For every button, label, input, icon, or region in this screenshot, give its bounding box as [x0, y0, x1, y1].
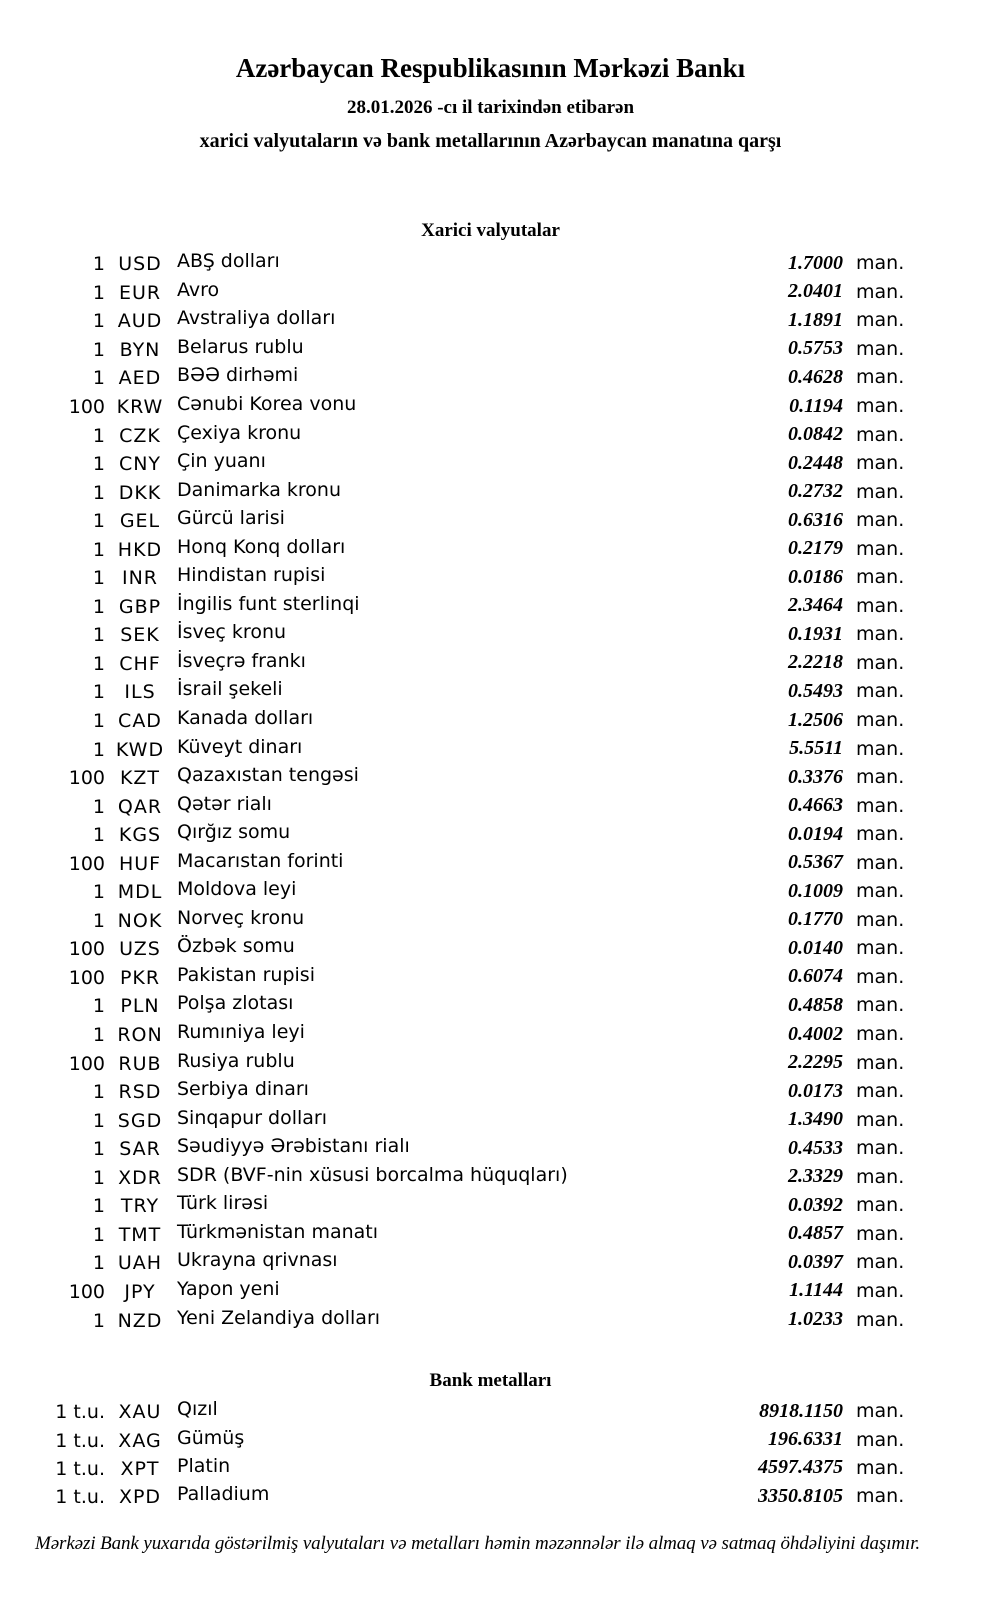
- currency-name: Özbək somu: [177, 935, 295, 958]
- rate-row: [0, 678, 912, 707]
- rate-value: 0.1931: [788, 622, 843, 645]
- rate-row: [0, 279, 912, 308]
- rate-value: 0.0194: [788, 822, 843, 845]
- rate-row: [0, 992, 912, 1021]
- currency-code: PLN: [120, 995, 160, 1018]
- quantity: 1: [92, 595, 105, 618]
- unit-label: man.: [856, 1279, 905, 1302]
- quantity: 100: [68, 852, 105, 875]
- currency-name: Türk lirəsi: [177, 1192, 269, 1215]
- currency-name: İngilis funt sterlinqi: [177, 592, 360, 615]
- currency-name: Danimarka kronu: [177, 478, 342, 501]
- quantity: 1: [92, 338, 105, 361]
- quantity: 1: [92, 652, 105, 675]
- rate-value: 2.0401: [788, 280, 843, 303]
- currency-code: PKR: [119, 966, 161, 989]
- currency-name: Avstraliya dolları: [177, 307, 336, 330]
- currency-code: RUB: [118, 1052, 162, 1075]
- metals-section-title: Bank metalları: [429, 1370, 552, 1391]
- currency-code: SGD: [117, 1109, 163, 1132]
- rate-row: [0, 364, 912, 393]
- quantity: 1: [92, 738, 105, 761]
- bank-title: Azərbaycan Respublikasının Mərkəzi Bankı: [235, 53, 746, 83]
- quantity: 1: [92, 995, 105, 1018]
- rate-row: [0, 1135, 912, 1164]
- rate-row: [0, 1278, 912, 1307]
- currency-code: CZK: [119, 424, 161, 447]
- unit-label: man.: [856, 1023, 905, 1046]
- unit-label: man.: [856, 1251, 905, 1274]
- unit-label: man.: [856, 1222, 905, 1245]
- currency-code: INR: [121, 567, 159, 590]
- quantity: 1: [92, 795, 105, 818]
- quantity: 1: [92, 1166, 105, 1189]
- rate-row: [0, 1221, 912, 1250]
- rate-row: [0, 336, 912, 365]
- currency-code: TMT: [118, 1223, 162, 1246]
- quantity: 1: [92, 367, 105, 390]
- currency-name: Çexiya kronu: [177, 421, 302, 444]
- rate-value: 0.0140: [788, 936, 843, 959]
- rate-value: 0.1770: [788, 908, 843, 931]
- unit-label: man.: [856, 452, 905, 475]
- currency-code: QAR: [117, 795, 163, 818]
- rate-value: 2.2218: [788, 651, 843, 674]
- rate-row: [0, 878, 912, 907]
- quantity: 1: [92, 1081, 105, 1104]
- unit-label: man.: [856, 337, 905, 360]
- currency-code: XPD: [118, 1486, 162, 1509]
- quantity: 100: [68, 1280, 105, 1303]
- currency-code: BYN: [119, 338, 161, 361]
- rate-row: [0, 707, 912, 736]
- rate-row: [0, 507, 912, 536]
- currency-code: GEL: [119, 510, 161, 533]
- rate-value: 2.3464: [788, 594, 843, 617]
- unit-label: man.: [856, 252, 905, 275]
- rate-row: [0, 1164, 912, 1193]
- currency-code: CAD: [118, 710, 162, 733]
- unit-label: man.: [856, 965, 905, 988]
- rate-value: 1.1891: [788, 308, 843, 331]
- rate-row: [0, 1249, 912, 1278]
- currency-code: RSD: [118, 1081, 162, 1104]
- currency-code: AUD: [117, 310, 163, 333]
- currency-name: Qazaxıstan tengəsi: [177, 764, 359, 787]
- rate-row: [0, 650, 912, 679]
- rate-value: 0.2448: [788, 451, 843, 474]
- currency-name: Yeni Zelandiya dolları: [177, 1306, 381, 1329]
- rate-value: 0.4857: [788, 1222, 843, 1245]
- unit-label: man.: [856, 794, 905, 817]
- quantity: 100: [68, 396, 105, 418]
- currency-name: Gürcü larisi: [177, 507, 285, 530]
- currency-code: ILS: [124, 681, 156, 704]
- quantity: 1: [92, 1138, 105, 1161]
- currency-code: HKD: [117, 538, 163, 561]
- rate-row: [0, 250, 912, 279]
- rate-value: 0.1009: [788, 879, 843, 902]
- rate-value: 1.3490: [788, 1108, 843, 1131]
- currency-code: GBP: [118, 595, 162, 618]
- currency-name: Sinqapur dolları: [177, 1106, 328, 1129]
- rate-value: 0.4628: [788, 365, 843, 388]
- unit-label: man.: [856, 937, 905, 960]
- rate-value: 0.2179: [788, 537, 843, 560]
- unit-label: man.: [856, 908, 905, 931]
- currency-name: Hindistan rupisi: [177, 564, 326, 587]
- currency-name: Rumıniya leyi: [177, 1021, 305, 1044]
- quantity: 1: [92, 510, 105, 533]
- unit-label: man.: [856, 851, 905, 874]
- quantity: 100: [68, 966, 105, 989]
- unit-label: man.: [856, 680, 905, 703]
- quantity: 1 t.u.: [55, 1429, 105, 1452]
- rate-row: [0, 1021, 912, 1050]
- currency-code: XAU: [118, 1401, 162, 1424]
- rate-row: [0, 735, 912, 764]
- currency-code: AED: [118, 367, 162, 390]
- rate-row: [0, 1078, 912, 1107]
- rate-row: [0, 1426, 912, 1454]
- unit-label: man.: [856, 737, 905, 760]
- rate-value: 196.6331: [768, 1428, 843, 1451]
- quantity: 1: [92, 281, 105, 304]
- currency-code: USD: [118, 253, 162, 276]
- currency-code: XAG: [118, 1429, 162, 1452]
- currency-name: İsrail şekeli: [177, 678, 283, 701]
- rate-value: 1.1144: [789, 1279, 843, 1302]
- rate-row: [0, 907, 912, 936]
- unit-label: man.: [856, 1456, 905, 1479]
- currency-code: KZT: [119, 767, 161, 790]
- rate-row: [0, 849, 912, 878]
- unit-label: man.: [856, 1400, 905, 1423]
- rate-value: 0.1194: [789, 394, 843, 417]
- currency-name: Yapon yeni: [177, 1277, 280, 1300]
- quantity: 1 t.u.: [55, 1401, 105, 1424]
- quantity: 1: [92, 1223, 105, 1246]
- rate-value: 0.4858: [788, 993, 843, 1016]
- currency-name: Cənubi Korea vonu: [177, 393, 357, 415]
- currency-name: ABŞ dolları: [177, 250, 280, 273]
- unit-label: man.: [856, 623, 905, 646]
- quantity: 1: [92, 881, 105, 904]
- bulletin-subtitle: xarici valyutaların və bank metallarının Azərbaycan manatına qarşı: [199, 130, 782, 152]
- currency-name: Palladium: [177, 1483, 270, 1506]
- currency-name: Avro: [177, 278, 220, 301]
- rate-row: [0, 792, 912, 821]
- quantity: 1: [92, 710, 105, 733]
- currency-name: Macarıstan forinti: [177, 849, 344, 872]
- quantity: 1 t.u.: [55, 1457, 105, 1480]
- metals-table: [0, 1398, 912, 1512]
- rate-value: 0.2732: [788, 480, 843, 503]
- currency-code: TRY: [120, 1195, 160, 1218]
- rate-row: [0, 450, 912, 479]
- quantity: 1: [92, 1024, 105, 1047]
- rate-value: 0.0186: [788, 565, 843, 588]
- currency-code: EUR: [118, 281, 162, 304]
- currency-name: Türkmənistan manatı: [177, 1220, 379, 1243]
- quantity: 1: [92, 424, 105, 447]
- quantity: 1: [92, 681, 105, 704]
- unit-label: man.: [856, 1108, 905, 1131]
- unit-label: man.: [856, 480, 905, 503]
- currency-name: Qətər rialı: [177, 792, 272, 815]
- currency-code: XDR: [118, 1166, 162, 1189]
- currency-code: CNY: [118, 453, 162, 476]
- currency-code: UAH: [117, 1252, 163, 1275]
- rate-row: [0, 1192, 912, 1221]
- currency-code: XPT: [120, 1457, 160, 1480]
- currency-name: SDR (BVF-nin xüsusi borcalma hüquqları): [177, 1163, 568, 1186]
- currency-name: Çin yuanı: [177, 450, 266, 473]
- currency-code: CHF: [119, 652, 161, 675]
- rate-value: 1.7000: [788, 251, 843, 274]
- rate-row: [0, 935, 912, 964]
- rate-row: [0, 478, 912, 507]
- quantity: 1: [92, 909, 105, 932]
- unit-label: man.: [856, 309, 905, 332]
- currency-name: Kanada dolları: [177, 707, 314, 730]
- rate-value: 3350.8105: [758, 1484, 843, 1507]
- unit-label: man.: [856, 880, 905, 903]
- currency-name: İsveç kronu: [177, 621, 287, 644]
- rate-value: 0.5753: [788, 337, 843, 360]
- unit-label: man.: [856, 1308, 905, 1331]
- rate-value: 0.5367: [788, 851, 843, 874]
- rate-row: [0, 1049, 912, 1078]
- rate-value: 4597.4375: [758, 1456, 843, 1479]
- quantity: 1: [92, 453, 105, 476]
- rate-row: [0, 1106, 912, 1135]
- currencies-table: [0, 250, 912, 1335]
- rate-value: 2.3329: [788, 1165, 843, 1188]
- rate-row: [0, 564, 912, 593]
- rate-value: 1.2506: [788, 708, 843, 731]
- rate-row: [0, 621, 912, 650]
- currency-name: Polşa zlotası: [177, 992, 294, 1015]
- currency-code: KGS: [118, 824, 162, 847]
- rate-value: 0.0842: [788, 423, 843, 446]
- quantity: 100: [68, 767, 105, 790]
- unit-label: man.: [856, 1485, 905, 1508]
- unit-label: man.: [856, 1080, 905, 1103]
- rate-row: [0, 307, 912, 336]
- unit-label: man.: [856, 651, 905, 674]
- rate-value: 0.4663: [788, 794, 843, 817]
- currency-name: Rusiya rublu: [177, 1049, 295, 1072]
- rate-value: 8918.1150: [759, 1399, 843, 1422]
- quantity: 1: [92, 538, 105, 561]
- rate-row: [0, 535, 912, 564]
- rate-value: 0.0173: [788, 1079, 843, 1102]
- rate-row: [0, 821, 912, 850]
- unit-label: man.: [856, 395, 905, 417]
- currency-code: KWD: [115, 738, 165, 761]
- currencies-section-title: Xarici valyutalar: [421, 220, 560, 241]
- quantity: 1: [92, 824, 105, 847]
- unit-label: man.: [856, 1051, 905, 1074]
- rate-value: 0.5493: [788, 679, 843, 702]
- rate-value: 5.5511: [789, 737, 843, 760]
- currency-code: DKK: [118, 481, 162, 504]
- unit-label: man.: [856, 566, 905, 589]
- unit-label: man.: [856, 994, 905, 1017]
- quantity: 100: [68, 938, 105, 961]
- rate-row: [0, 1306, 912, 1335]
- effective-date: 28.01.2026 -cı il tarixindən etibarən: [346, 97, 635, 118]
- unit-label: man.: [856, 280, 905, 303]
- currency-name: Küveyt dinarı: [177, 735, 303, 758]
- quantity: 1: [92, 253, 105, 276]
- unit-label: man.: [856, 366, 905, 389]
- quantity: 1: [92, 624, 105, 647]
- currency-name: Qırğız somu: [177, 821, 291, 844]
- currency-name: İsveçrə frankı: [177, 649, 306, 672]
- currency-code: UZS: [119, 938, 161, 961]
- currency-name: BƏƏ dirhəmi: [177, 364, 299, 387]
- rate-row: [0, 1398, 912, 1426]
- currency-name: Pakistan rupisi: [177, 963, 315, 986]
- currency-code: NOK: [117, 909, 163, 932]
- rate-row: [0, 1455, 912, 1483]
- quantity: 1: [92, 1252, 105, 1275]
- quantity: 1: [92, 310, 105, 333]
- quantity: 1: [92, 1309, 105, 1332]
- unit-label: man.: [856, 766, 905, 789]
- unit-label: man.: [856, 594, 905, 617]
- rate-value: 1.0233: [788, 1308, 843, 1330]
- currency-name: Ukrayna qrivnası: [177, 1249, 338, 1272]
- currency-code: SAR: [119, 1138, 161, 1161]
- unit-label: man.: [856, 1428, 905, 1451]
- currency-code: JPY: [124, 1280, 156, 1303]
- quantity: 1: [92, 1195, 105, 1218]
- unit-label: man.: [856, 423, 905, 446]
- rate-value: 0.6316: [788, 508, 843, 531]
- quantity: 1 t.u.: [55, 1486, 105, 1509]
- currency-name: Norveç kronu: [177, 906, 305, 929]
- quantity: 1: [92, 567, 105, 590]
- unit-label: man.: [856, 537, 905, 560]
- currency-name: Səudiyyə Ərəbistanı rialı: [177, 1135, 410, 1158]
- rate-value: 0.4002: [788, 1022, 843, 1045]
- rate-row: [0, 593, 912, 622]
- quantity: 1: [92, 1109, 105, 1132]
- rate-row: [0, 421, 912, 450]
- rate-value: 0.3376: [788, 765, 843, 788]
- currency-code: KRW: [116, 396, 164, 418]
- currency-name: Moldova leyi: [177, 878, 297, 901]
- currency-name: Platin: [177, 1454, 231, 1477]
- rate-row: [0, 393, 912, 422]
- currency-code: SEK: [120, 624, 160, 647]
- currency-name: Belarus rublu: [177, 335, 304, 358]
- currency-code: MDL: [117, 881, 163, 904]
- rate-row: [0, 964, 912, 993]
- unit-label: man.: [856, 509, 905, 532]
- currency-name: Qızıl: [177, 1398, 218, 1421]
- unit-label: man.: [856, 823, 905, 846]
- unit-label: man.: [856, 1137, 905, 1160]
- unit-label: man.: [856, 1165, 905, 1188]
- rate-value: 0.6074: [788, 965, 843, 988]
- currency-name: Serbiya dinarı: [177, 1078, 309, 1101]
- unit-label: man.: [856, 709, 905, 732]
- unit-label: man.: [856, 1194, 905, 1217]
- currency-code: NZD: [117, 1309, 163, 1332]
- currency-code: RON: [117, 1024, 163, 1047]
- footer-note: Mərkəzi Bank yuxarıda göstərilmiş valyutaları və metalları həmin məzənnələr ilə almaq və satmaq öhdəliyini daşımır.: [35, 1533, 921, 1554]
- rate-value: 0.0392: [788, 1193, 843, 1216]
- rate-row: [0, 764, 912, 793]
- quantity: 1: [92, 481, 105, 504]
- rate-row: [0, 1483, 912, 1511]
- quantity: 100: [68, 1052, 105, 1075]
- rate-value: 0.4533: [788, 1136, 843, 1159]
- currency-name: Honq Konq dolları: [177, 535, 346, 558]
- rate-value: 2.2295: [788, 1051, 843, 1074]
- currency-name: Gümüş: [177, 1426, 245, 1449]
- currency-code: HUF: [118, 852, 162, 875]
- rate-value: 0.0397: [788, 1250, 843, 1273]
